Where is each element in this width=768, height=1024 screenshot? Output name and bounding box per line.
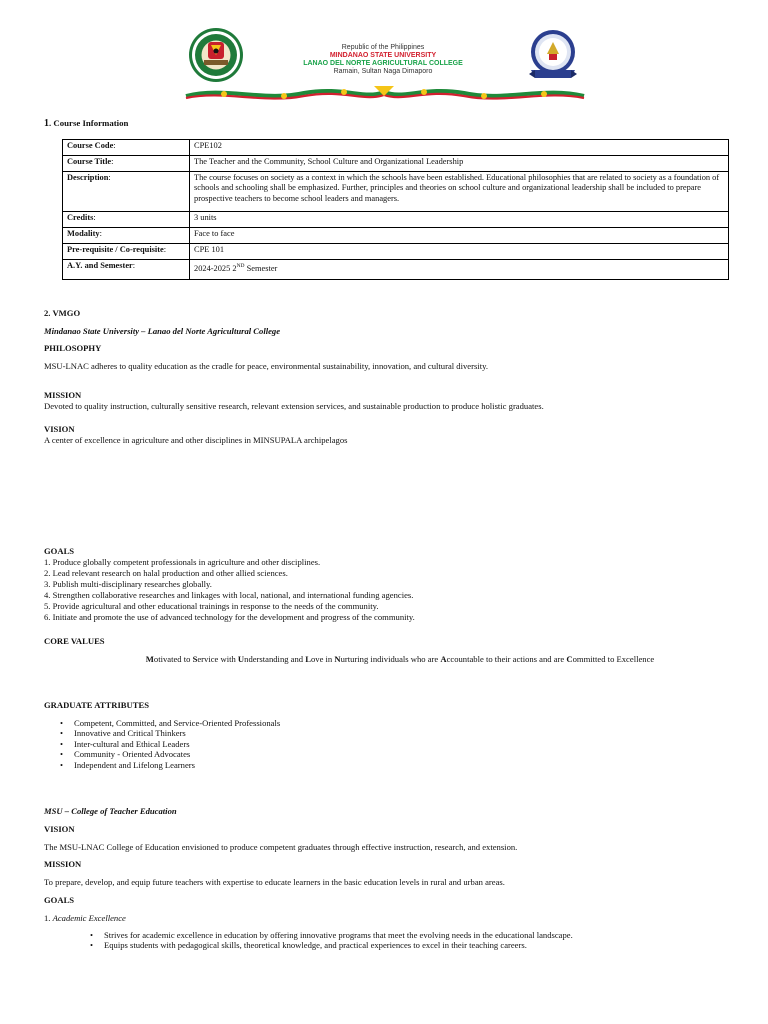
cte-goal-1-list <box>104 930 573 951</box>
course-information-table <box>62 139 729 280</box>
institution-name: Mindanao State University – Lanao del Norte Agricultural College <box>44 326 281 336</box>
goals-list <box>44 557 415 623</box>
list-item: • Community - Oriented Advocates <box>74 749 280 759</box>
course-information-heading <box>44 118 128 129</box>
okir-ornament-banner <box>184 84 586 104</box>
row-value: The course focuses on society as a context in which the schools have been established. Educational philosophies that are related to society as a foundation of schools and schooling shall be emphasized. Further, principles and theories on school culture and organizational leadership shall be included to prepare prospective teachers to become school leaders and managers. <box>190 172 729 212</box>
table-row <box>63 156 729 172</box>
table-row <box>63 260 729 280</box>
row-label: Credits: <box>63 212 190 228</box>
list-item: 4. Strengthen collaborative researches and linkages with local, national, and international funding agencies. <box>44 590 414 600</box>
table-row <box>63 212 729 228</box>
row-value: 2024-2025 2ND Semester <box>190 260 729 280</box>
vision-heading: VISION <box>44 424 75 434</box>
campus-address: Ramain, Sultan Naga Dimaporo <box>333 68 433 75</box>
list-item: • Inter-cultural and Ethical Leaders <box>74 739 280 749</box>
cte-goals-heading: GOALS <box>44 895 75 905</box>
row-label: Pre-requisite / Co-requisite: <box>63 244 190 260</box>
list-item: • Strives for academic excellence in education by offering innovative programs that meet the evolving needs in the educational landscape. <box>104 930 573 940</box>
row-value: CPE102 <box>190 140 729 156</box>
row-label: A.Y. and Semester: <box>63 260 190 280</box>
vmgo-heading: 2. VMGO <box>44 308 81 318</box>
graduate-attributes-list <box>74 718 280 770</box>
cte-vision-heading: VISION <box>44 824 75 834</box>
list-item: 1. Produce globally competent professionals in agriculture and other disciplines. <box>44 557 321 567</box>
row-label: Course Code: <box>63 140 190 156</box>
table-row <box>63 140 729 156</box>
list-item: • Competent, Committed, and Service-Oriented Professionals <box>74 718 280 728</box>
table-row <box>63 172 729 212</box>
row-label: Modality: <box>63 228 190 244</box>
cte-mission-heading: MISSION <box>44 859 82 869</box>
university-name: MINDANAO STATE UNIVERSITY <box>329 52 437 59</box>
row-value: Face to face <box>190 228 729 244</box>
mission-heading: MISSION <box>44 390 82 400</box>
row-label: Course Title: <box>63 156 190 172</box>
graduate-attributes-heading: GRADUATE ATTRIBUTES <box>44 700 149 710</box>
msu-lnac-seal-icon <box>186 27 246 83</box>
core-values-acronym: Motivated to Service with Understanding and Love in Nurturing individuals who are Accountable to their actions and are Committed to Excellence <box>145 654 655 664</box>
cte-institution-name: MSU – College of Teacher Education <box>44 806 177 816</box>
list-item: • Innovative and Critical Thinkers <box>74 728 280 738</box>
row-value: CPE 101 <box>190 244 729 260</box>
section-number: 1 <box>44 118 49 129</box>
table-row <box>63 228 729 244</box>
row-value: 3 units <box>190 212 729 228</box>
philosophy-heading: PHILOSOPHY <box>44 343 102 353</box>
cte-vision-text: The MSU-LNAC College of Education envisioned to produce competent graduates through effective instruction, research, and extension. <box>44 842 518 852</box>
list-item: • Equips students with pedagogical skills, theoretical knowledge, and practical experiences to excel in their teaching careers. <box>104 940 573 950</box>
section-title: . Course Information <box>49 118 129 128</box>
list-item: 3. Publish multi-disciplinary researches globally. <box>44 579 212 589</box>
philosophy-text: MSU-LNAC adheres to quality education as the cradle for peace, environmental sustainability, innovation, and cultural diversity. <box>44 361 488 371</box>
table-row <box>63 244 729 260</box>
institution-header <box>290 44 476 76</box>
list-item: • Independent and Lifelong Learners <box>74 760 280 770</box>
row-label: Description: <box>63 172 190 212</box>
cte-mission-text: To prepare, develop, and equip future teachers with expertise to educate learners in the basic education levels in rural and urban areas. <box>44 877 505 887</box>
college-name: LANAO DEL NORTE AGRICULTURAL COLLEGE <box>303 60 463 67</box>
list-item: 2. Lead relevant research on halal production and other allied sciences. <box>44 568 288 578</box>
republic-line: Republic of the Philippines <box>341 44 425 51</box>
mission-text: Devoted to quality instruction, culturally sensitive research, relevant extension services, and sustainable production to produce holistic graduates. <box>44 401 544 411</box>
row-value: The Teacher and the Community, School Culture and Organizational Leadership <box>190 156 729 172</box>
core-values-heading: CORE VALUES <box>44 636 105 646</box>
vision-text: A center of excellence in agriculture and other disciplines in MINSUPALA archipelagos <box>44 435 348 445</box>
goals-heading: GOALS <box>44 546 75 556</box>
college-of-education-seal-icon <box>527 28 579 84</box>
cte-goal-1-title: 1. Academic Excellence <box>44 913 126 923</box>
list-item: 5. Provide agricultural and other educational trainings in response to the needs of the community. <box>44 601 379 611</box>
list-item: 6. Initiate and promote the use of advanced technology for the development and progress of the community. <box>44 612 415 622</box>
